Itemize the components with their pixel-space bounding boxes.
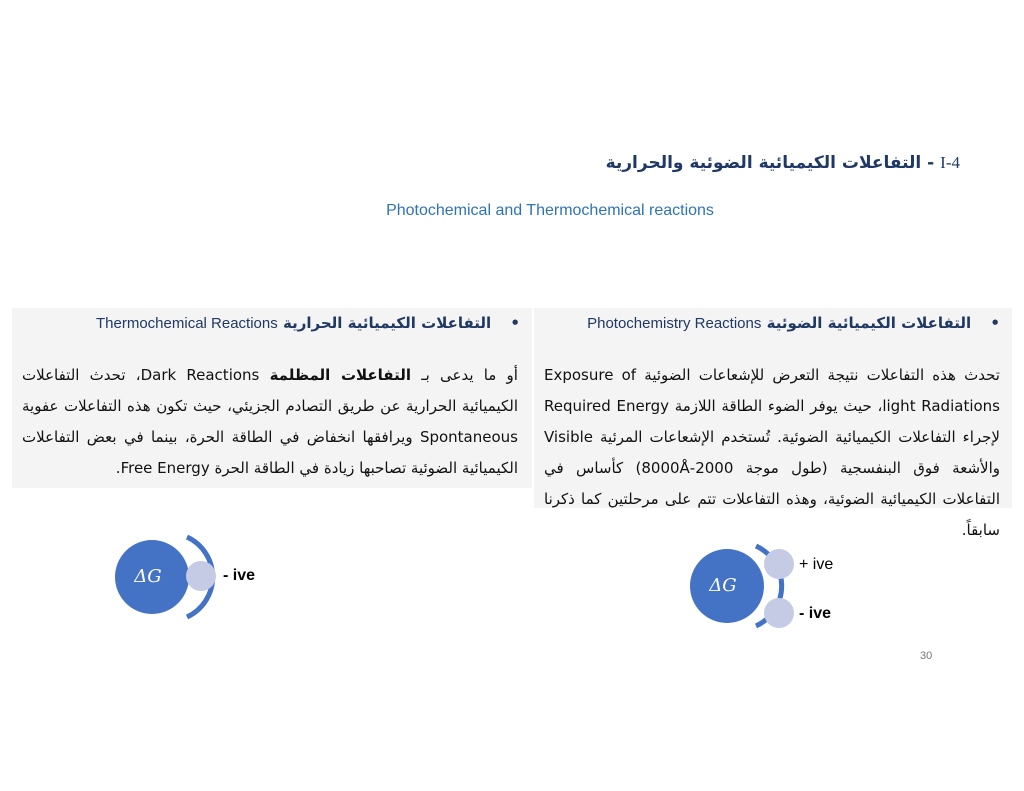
- section-title-text: التفاعلات الكيميائية الضوئية والحرارية: [605, 153, 922, 173]
- section-dash: -: [921, 153, 941, 173]
- right-positive-label: + ive: [799, 556, 834, 573]
- left-ive-node: [186, 561, 216, 591]
- delta-g-diagram-left: [115, 537, 216, 617]
- left-delta-g-label: ΔG: [134, 566, 162, 587]
- thermochemical-text-p2: Dark Reactions، تحدث التفاعلات الكيميائية الحرارية عن طريق التصادم الجزيئي، حيث تكون هذه التفاعلات عفوية Spontaneous ويرافقها انخفاض في الطاقة الحرة، بينما في بعض التفاعلات الكيميائية الضوئية تصاحبها زيادة في الطاقة الحرة Free Energy.: [22, 366, 518, 477]
- right-positive-node: [764, 549, 794, 579]
- bullet-icon: •: [510, 314, 520, 332]
- section-number: 4-I: [940, 153, 960, 172]
- page-number: 30: [920, 650, 933, 662]
- right-negative-label: - ive: [799, 605, 832, 622]
- thermochemical-heading-en: Thermochemical Reactions: [96, 315, 278, 332]
- thermochemical-text-p1: أو ما يدعى بـ: [411, 366, 518, 384]
- photochemistry-heading-en: Photochemistry Reactions: [587, 315, 762, 332]
- left-ive-label: - ive: [223, 567, 256, 584]
- section-title-en: Photochemical and Thermochemical reactions: [386, 202, 714, 219]
- right-delta-g-label: ΔG: [709, 575, 737, 596]
- thermochemical-heading-ar: التفاعلات الكيميائية الحرارية: [282, 314, 492, 332]
- photochemistry-heading-ar: التفاعلات الكيميائية الضوئية: [766, 314, 972, 332]
- bullet-icon: •: [990, 314, 1000, 332]
- right-negative-node: [764, 598, 794, 628]
- thermochemical-text-bold: التفاعلات المظلمة: [269, 366, 412, 384]
- delta-g-diagram-right: [690, 546, 794, 628]
- photochemistry-text: تحدث هذه التفاعلات نتيجة التعرض للإشعاعات الضوئية Exposure of light Radiations، حيث يوفر الضوء الطاقة اللازمة Required Energy لإجراء التفاعلات الكيميائية الضوئية. تُستخدم الإشعاعات المرئية Visible والأشعة فوق البنفسجية (طول موجة 2000-8000Å) كأساس في التفاعلات الكيميائية الضوئية، وهذه التفاعلات تتم على مرحلتين كما ذكرنا سابقاً.: [544, 366, 1000, 539]
